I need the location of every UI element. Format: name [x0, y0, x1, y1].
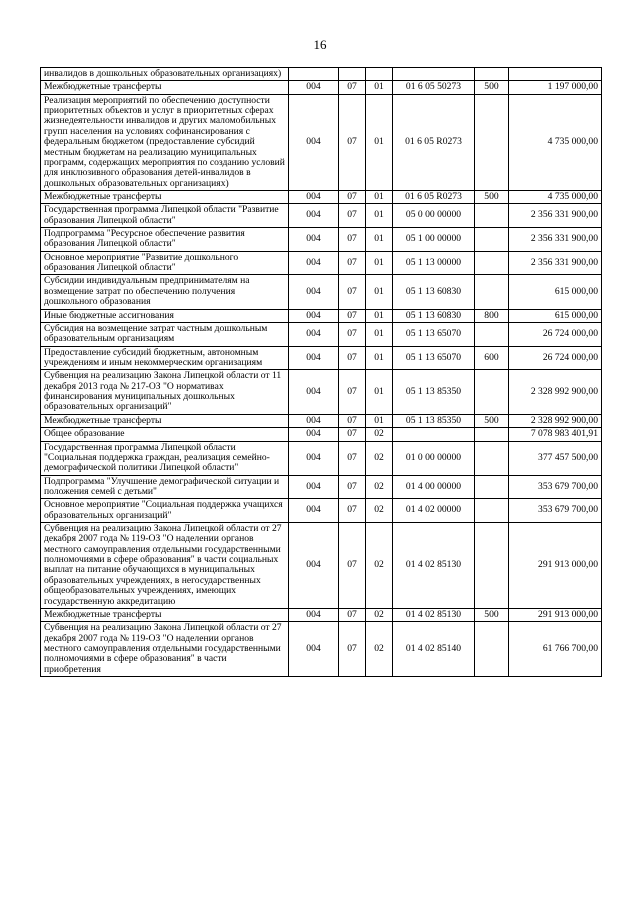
amount-cell: 2 356 331 900,00 [509, 251, 602, 275]
page-number: 16 [313, 37, 327, 52]
target-article-cell: 05 1 13 60830 [393, 309, 475, 322]
subsection-code-cell: 01 [366, 414, 393, 427]
subsection-code-cell: 02 [366, 499, 393, 523]
section-code-cell: 07 [339, 251, 366, 275]
table-row [41, 275, 602, 309]
amount-cell: 377 457 500,00 [509, 441, 602, 475]
amount-cell: 2 356 331 900,00 [509, 228, 602, 252]
amount-cell: 615 000,00 [509, 275, 602, 309]
table-row [41, 622, 602, 677]
section-code-cell: 07 [339, 346, 366, 370]
ministry-code-cell: 004 [289, 228, 339, 252]
ministry-code-cell: 004 [289, 346, 339, 370]
target-article-cell: 05 1 13 85350 [393, 370, 475, 414]
row-name-cell: Предоставление субсидий бюджетным, автономным учреждениям и иным некоммерческим организациям [41, 346, 289, 370]
subsection-code-cell: 01 [366, 275, 393, 309]
expense-type-cell [475, 275, 509, 309]
row-name-cell: Субвенция на реализацию Закона Липецкой области от 11 декабря 2013 года № 217-ОЗ "О нормативах финансирования муниципальных дошкольных образовательных организаций" [41, 370, 289, 414]
expense-type-cell: 600 [475, 346, 509, 370]
table-row [41, 204, 602, 228]
subsection-code-cell: 02 [366, 622, 393, 677]
amount-cell: 615 000,00 [509, 309, 602, 322]
subsection-code-cell: 01 [366, 251, 393, 275]
target-article-cell: 05 1 13 65070 [393, 346, 475, 370]
row-name-cell: Реализация мероприятий по обеспечению доступности приоритетных объектов и услуг в приоритетных сферах жизнедеятельности инвалидов и других маломобильных групп населения на условиях софинансирования с федеральным бюджетом (предоставление субсидий местным бюджетам на реализацию муниципальных программ, содержащих мероприятия по созданию условий для инклюзивного образования детей-инвалидов в дошкольных образовательных организациях) [41, 94, 289, 190]
amount-cell: 26 724 000,00 [509, 346, 602, 370]
row-name-cell: Межбюджетные трансферты [41, 414, 289, 427]
amount-cell: 2 328 992 900,00 [509, 370, 602, 414]
ministry-code-cell: 004 [289, 370, 339, 414]
ministry-code-cell: 004 [289, 523, 339, 609]
ministry-code-cell: 004 [289, 622, 339, 677]
subsection-code-cell: 01 [366, 370, 393, 414]
row-name-cell: Межбюджетные трансферты [41, 190, 289, 203]
row-name-cell: Межбюджетные трансферты [41, 81, 289, 94]
table-row [41, 370, 602, 414]
row-name-cell: Субсидии индивидуальным предпринимателям на возмещение затрат по обеспечению получения дошкольного образования [41, 275, 289, 309]
amount-cell [509, 68, 602, 81]
section-code-cell: 07 [339, 204, 366, 228]
ministry-code-cell: 004 [289, 499, 339, 523]
section-code-cell: 07 [339, 523, 366, 609]
target-article-cell: 01 6 05 R0273 [393, 190, 475, 203]
table-row [41, 228, 602, 252]
expense-type-cell [475, 251, 509, 275]
section-code-cell: 07 [339, 322, 366, 346]
target-article-cell: 05 1 13 85350 [393, 414, 475, 427]
ministry-code-cell: 004 [289, 608, 339, 621]
section-code-cell: 07 [339, 441, 366, 475]
ministry-code-cell: 004 [289, 251, 339, 275]
row-name-cell: Основное мероприятие "Развитие дошкольного образования Липецкой области" [41, 251, 289, 275]
table-row [41, 322, 602, 346]
ministry-code-cell: 004 [289, 309, 339, 322]
section-code-cell: 07 [339, 228, 366, 252]
ministry-code-cell: 004 [289, 275, 339, 309]
target-article-cell: 01 4 02 00000 [393, 499, 475, 523]
amount-cell: 1 197 000,00 [509, 81, 602, 94]
ministry-code-cell: 004 [289, 322, 339, 346]
expense-type-cell [475, 428, 509, 441]
row-name-cell: Субвенция на реализацию Закона Липецкой области от 27 декабря 2007 года № 119-ОЗ "О наделении органов местного самоуправления отдельными государственными полномочиями в сфере образования" в части приобретения [41, 622, 289, 677]
target-article-cell: 05 0 00 00000 [393, 204, 475, 228]
expense-type-cell [475, 204, 509, 228]
row-name-cell: Иные бюджетные ассигнования [41, 309, 289, 322]
section-code-cell: 07 [339, 622, 366, 677]
row-name-cell: Подпрограмма "Ресурсное обеспечение развития образования Липецкой области" [41, 228, 289, 252]
expense-type-cell: 500 [475, 414, 509, 427]
target-article-cell: 01 4 00 00000 [393, 475, 475, 499]
expense-type-cell [475, 523, 509, 609]
subsection-code-cell: 02 [366, 608, 393, 621]
subsection-code-cell: 01 [366, 94, 393, 190]
target-article-cell: 05 1 13 60830 [393, 275, 475, 309]
table-row [41, 81, 602, 94]
expense-type-cell: 500 [475, 190, 509, 203]
section-code-cell [339, 68, 366, 81]
subsection-code-cell: 01 [366, 81, 393, 94]
table-row [41, 68, 602, 81]
section-code-cell: 07 [339, 370, 366, 414]
expense-type-cell [475, 94, 509, 190]
row-name-cell: Общее образование [41, 428, 289, 441]
table-row [41, 251, 602, 275]
subsection-code-cell: 01 [366, 346, 393, 370]
table-row [41, 523, 602, 609]
amount-cell: 2 328 992 900,00 [509, 414, 602, 427]
ministry-code-cell: 004 [289, 475, 339, 499]
target-article-cell: 05 1 00 00000 [393, 228, 475, 252]
section-code-cell: 07 [339, 499, 366, 523]
amount-cell: 353 679 700,00 [509, 499, 602, 523]
amount-cell: 4 735 000,00 [509, 94, 602, 190]
subsection-code-cell: 01 [366, 228, 393, 252]
target-article-cell: 01 6 05 R0273 [393, 94, 475, 190]
amount-cell: 291 913 000,00 [509, 523, 602, 609]
subsection-code-cell: 01 [366, 190, 393, 203]
expense-type-cell [475, 228, 509, 252]
expense-type-cell: 500 [475, 81, 509, 94]
table-row [41, 94, 602, 190]
row-name-cell: инвалидов в дошкольных образовательных организациях) [41, 68, 289, 81]
section-code-cell: 07 [339, 275, 366, 309]
expense-type-cell: 800 [475, 309, 509, 322]
row-name-cell: Государственная программа Липецкой области "Развитие образования Липецкой области" [41, 204, 289, 228]
row-name-cell: Межбюджетные трансферты [41, 608, 289, 621]
row-name-cell: Основное мероприятие "Социальная поддержка учащихся образовательных организаций" [41, 499, 289, 523]
expense-type-cell [475, 370, 509, 414]
table-row [41, 414, 602, 427]
expense-type-cell [475, 322, 509, 346]
table-row [41, 190, 602, 203]
section-code-cell: 07 [339, 428, 366, 441]
ministry-code-cell: 004 [289, 81, 339, 94]
ministry-code-cell [289, 68, 339, 81]
expense-type-cell [475, 441, 509, 475]
ministry-code-cell: 004 [289, 441, 339, 475]
amount-cell: 353 679 700,00 [509, 475, 602, 499]
target-article-cell: 01 0 00 00000 [393, 441, 475, 475]
row-name-cell: Субсидия на возмещение затрат частным дошкольным образовательным организациям [41, 322, 289, 346]
section-code-cell: 07 [339, 608, 366, 621]
ministry-code-cell: 004 [289, 204, 339, 228]
amount-cell: 61 766 700,00 [509, 622, 602, 677]
table-row [41, 441, 602, 475]
row-name-cell: Субвенция на реализацию Закона Липецкой области от 27 декабря 2007 года № 119-ОЗ "О наделении органов местного самоуправления отдельными государственными полномочиями в сфере образования" в части социальных выплат на питание обучающихся в муниципальных образовательных учреждениях, в негосударственных общеобразовательных учреждениях, имеющих государственную аккредитацию [41, 523, 289, 609]
section-code-cell: 07 [339, 81, 366, 94]
row-name-cell: Государственная программа Липецкой области "Социальная поддержка граждан, реализация семейно-демографической политики Липецкой области" [41, 441, 289, 475]
expense-type-cell [475, 475, 509, 499]
section-code-cell: 07 [339, 94, 366, 190]
target-article-cell [393, 428, 475, 441]
target-article-cell: 05 1 13 65070 [393, 322, 475, 346]
target-article-cell [393, 68, 475, 81]
table-row [41, 608, 602, 621]
subsection-code-cell: 02 [366, 441, 393, 475]
expense-type-cell: 500 [475, 608, 509, 621]
section-code-cell: 07 [339, 475, 366, 499]
amount-cell: 291 913 000,00 [509, 608, 602, 621]
expense-type-cell [475, 68, 509, 81]
expense-type-cell [475, 622, 509, 677]
ministry-code-cell: 004 [289, 428, 339, 441]
target-article-cell: 05 1 13 00000 [393, 251, 475, 275]
section-code-cell: 07 [339, 190, 366, 203]
subsection-code-cell: 02 [366, 523, 393, 609]
table-row [41, 428, 602, 441]
table-row [41, 499, 602, 523]
section-code-cell: 07 [339, 309, 366, 322]
ministry-code-cell: 004 [289, 414, 339, 427]
subsection-code-cell: 02 [366, 428, 393, 441]
subsection-code-cell: 01 [366, 322, 393, 346]
ministry-code-cell: 004 [289, 94, 339, 190]
expense-type-cell [475, 499, 509, 523]
table-row [41, 346, 602, 370]
subsection-code-cell: 02 [366, 475, 393, 499]
amount-cell: 2 356 331 900,00 [509, 204, 602, 228]
target-article-cell: 01 4 02 85130 [393, 608, 475, 621]
section-code-cell: 07 [339, 414, 366, 427]
amount-cell: 26 724 000,00 [509, 322, 602, 346]
target-article-cell: 01 4 02 85130 [393, 523, 475, 609]
target-article-cell: 01 6 05 50273 [393, 81, 475, 94]
table-row [41, 475, 602, 499]
row-name-cell: Подпрограмма "Улучшение демографической ситуации и положения семей с детьми" [41, 475, 289, 499]
subsection-code-cell: 01 [366, 309, 393, 322]
amount-cell: 4 735 000,00 [509, 190, 602, 203]
ministry-code-cell: 004 [289, 190, 339, 203]
subsection-code-cell: 01 [366, 204, 393, 228]
target-article-cell: 01 4 02 85140 [393, 622, 475, 677]
subsection-code-cell [366, 68, 393, 81]
table-row [41, 309, 602, 322]
budget-table [40, 67, 602, 677]
amount-cell: 7 078 983 401,91 [509, 428, 602, 441]
